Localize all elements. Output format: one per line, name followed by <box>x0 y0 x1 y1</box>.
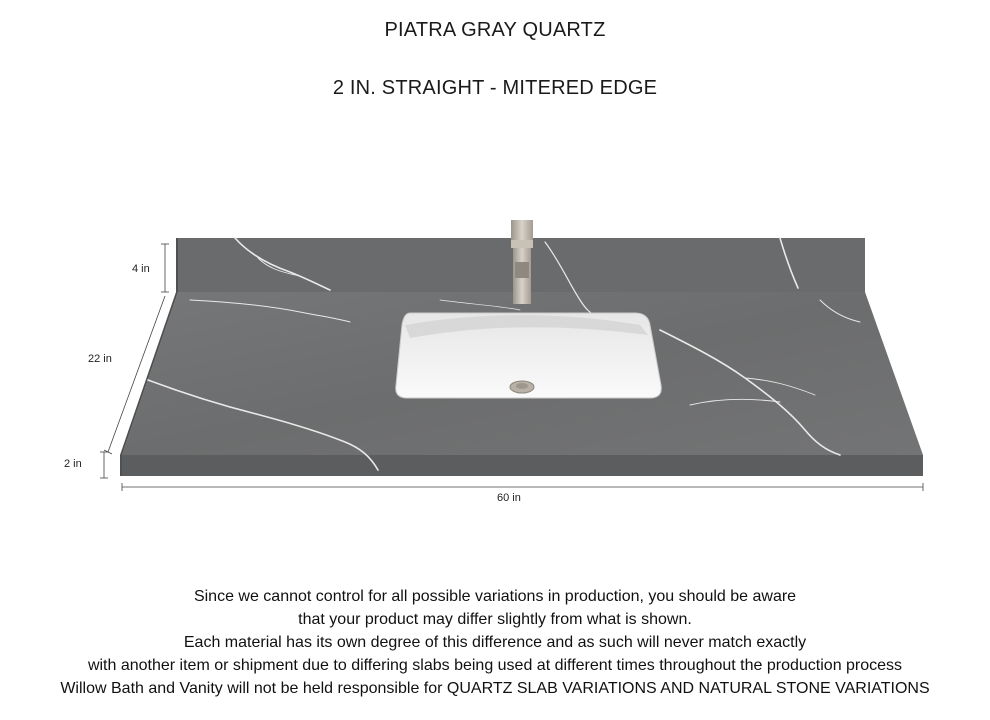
edge-type-subtitle: 2 IN. STRAIGHT - MITERED EDGE <box>332 77 658 99</box>
backsplash-height-label: 4 in <box>132 263 150 275</box>
disclaimer-line: that your product may differ slightly from what is shown. <box>298 611 692 628</box>
drain-center <box>516 383 528 389</box>
depth-label: 22 in <box>88 353 112 365</box>
disclaimer-line: with another item or shipment due to differing slabs being used at different times throughout the production process <box>87 657 903 674</box>
mitered-edge <box>122 455 923 476</box>
edge-thickness-label: 2 in <box>64 458 82 470</box>
product-title: PIATRA GRAY QUARTZ <box>384 19 606 41</box>
variation-disclaimer <box>0 585 990 700</box>
disclaimer-line: Since we cannot control for all possible variations in production, you should be aware <box>193 588 797 605</box>
disclaimer-line: Each material has its own degree of this difference and as such will never match exactly <box>183 634 807 651</box>
faucet <box>511 220 533 304</box>
width-label: 60 in <box>497 492 521 504</box>
disclaimer-line: Willow Bath and Vanity will not be held responsible for QUARTZ SLAB VARIATIONS AND NATURAL STONE VARIATIONS <box>60 680 930 697</box>
